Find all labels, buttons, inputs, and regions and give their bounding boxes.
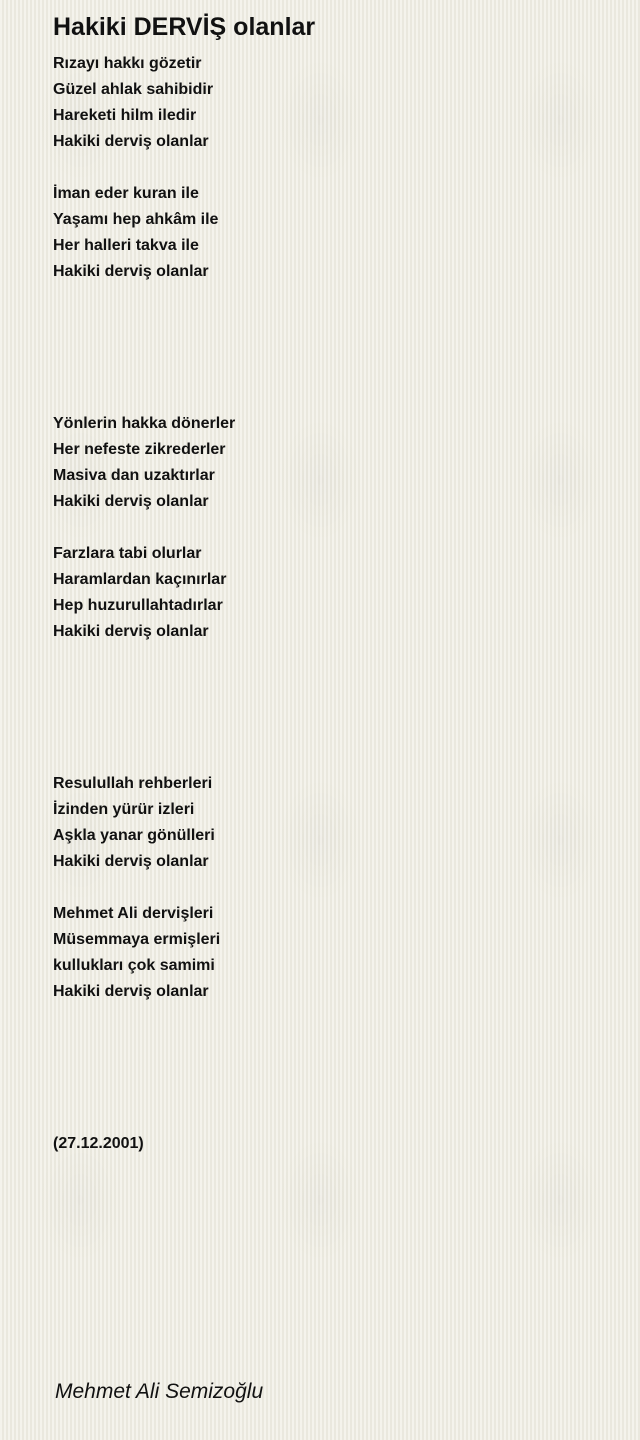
poem-line: Hakiki derviş olanlar bbox=[53, 493, 209, 510]
poem-line: İman eder kuran ile bbox=[53, 185, 199, 202]
poem-line: Farzlara tabi olurlar bbox=[53, 545, 202, 562]
poem-line: Hakiki derviş olanlar bbox=[53, 983, 209, 1000]
poem-line: Hep huzurullahtadırlar bbox=[53, 597, 223, 614]
poem-line: Mehmet Ali dervişleri bbox=[53, 905, 214, 922]
poem-line: Müsemmaya ermişleri bbox=[53, 931, 221, 948]
poem-line: Hakiki derviş olanlar bbox=[53, 133, 209, 150]
poem-line: Resulullah rehberleri bbox=[53, 775, 213, 792]
poem-page bbox=[53, 0, 613, 1440]
poem-line: Her nefeste zikrederler bbox=[53, 441, 226, 458]
poem-author: Mehmet Ali Semizoğlu bbox=[55, 1380, 264, 1403]
poem-line: Güzel ahlak sahibidir bbox=[53, 81, 214, 98]
poem-line: kullukları çok samimi bbox=[53, 957, 215, 974]
poem-title: Hakiki DERVİŞ olanlar bbox=[53, 13, 316, 41]
poem-line: Yönlerin hakka dönerler bbox=[53, 415, 236, 432]
poem-line: Masiva dan uzaktırlar bbox=[53, 467, 215, 484]
poem-line: Haramlardan kaçınırlar bbox=[53, 571, 227, 588]
poem-date: (27.12.2001) bbox=[53, 1135, 144, 1152]
poem-line: Hakiki derviş olanlar bbox=[53, 623, 209, 640]
poem-line: Aşkla yanar gönülleri bbox=[53, 827, 215, 844]
poem-line: Hakiki derviş olanlar bbox=[53, 263, 209, 280]
poem-line: Her halleri takva ile bbox=[53, 237, 199, 254]
poem-line: Rızayı hakkı gözetir bbox=[53, 55, 202, 72]
poem-line: İzinden yürür izleri bbox=[53, 801, 195, 818]
poem-line: Hakiki derviş olanlar bbox=[53, 853, 209, 870]
poem-line: Hareketi hilm iledir bbox=[53, 107, 197, 124]
poem-line: Yaşamı hep ahkâm ile bbox=[53, 211, 219, 228]
